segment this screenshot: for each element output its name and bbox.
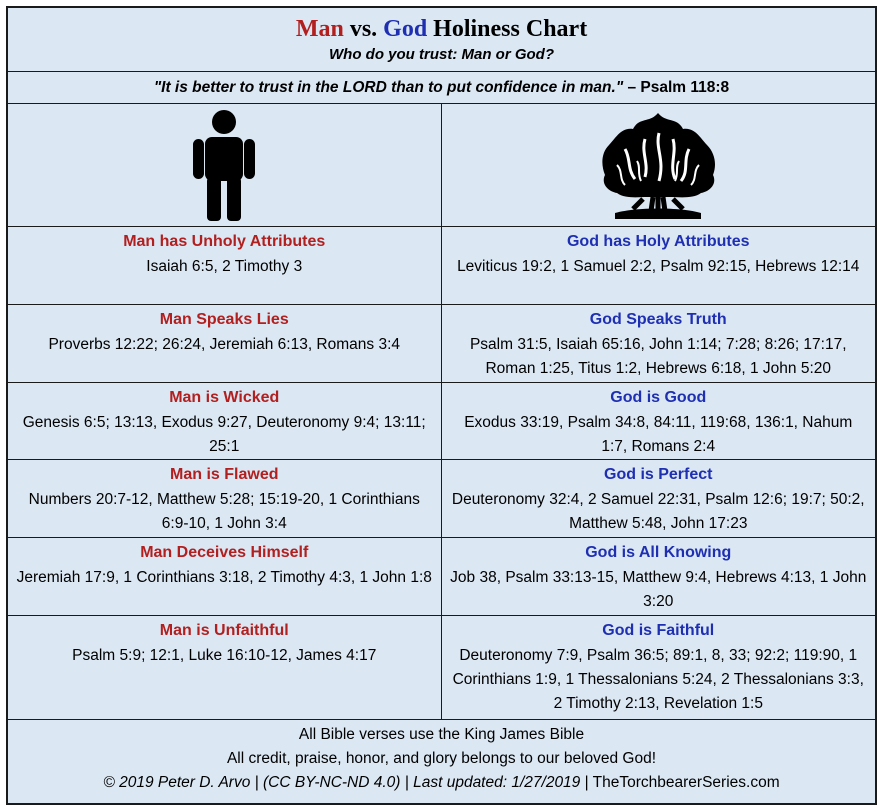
title-god: God bbox=[383, 16, 428, 42]
man-references: Isaiah 6:5, 2 Timothy 3 bbox=[146, 258, 303, 275]
man-references: Proverbs 12:22; 26:24, Jeremiah 6:13, Romans 3:4 bbox=[48, 336, 401, 353]
chart-subtitle: Who do you trust: Man or God? bbox=[329, 46, 554, 63]
attribute-row bbox=[8, 616, 875, 720]
attribute-row bbox=[8, 227, 875, 305]
man-heading: Man is Flawed bbox=[170, 466, 279, 483]
attribute-row bbox=[8, 383, 875, 460]
title-vs: vs. bbox=[343, 16, 384, 42]
god-references: Job 38, Psalm 33:13-15, Matthew 9:4, Hebrews 4:13, 1 John 3:20 bbox=[450, 569, 867, 610]
man-heading: Man has Unholy Attributes bbox=[123, 233, 326, 250]
attribute-row bbox=[8, 538, 875, 616]
man-references: Psalm 5:9; 12:1, Luke 16:10-12, James 4:17 bbox=[72, 647, 377, 664]
attribute-row bbox=[8, 305, 875, 383]
god-references: Psalm 31:5, Isaiah 65:16, John 1:14; 7:28; 8:26; 17:17, Roman 1:25, Titus 1:2, Hebrews 6:18, 1 John 5:20 bbox=[469, 336, 847, 377]
person-icon bbox=[189, 109, 259, 221]
god-references: Deuteronomy 32:4, 2 Samuel 22:31, Psalm 12:6; 19:7; 50:2, Matthew 5:48, John 17:23 bbox=[451, 491, 865, 532]
god-cell bbox=[442, 616, 876, 719]
god-heading: God is Perfect bbox=[604, 466, 713, 483]
footer bbox=[8, 720, 875, 805]
god-heading: God is Faithful bbox=[602, 622, 715, 639]
man-image-cell bbox=[8, 104, 442, 226]
image-row bbox=[8, 104, 875, 227]
man-references: Numbers 20:7-12, Matthew 5:28; 15:19-20, 1 Corinthians 6:9-10, 1 John 3:4 bbox=[28, 491, 420, 532]
man-references: Genesis 6:5; 13:13, Exodus 9:27, Deuteronomy 9:4; 13:11; 25:1 bbox=[22, 414, 426, 455]
god-references: Deuteronomy 7:9, Psalm 36:5; 89:1, 8, 33; 92:2; 119:90, 1 Corinthians 1:9, 1 Thessalonians 5:24, 2 Thessalonians 3:3, 2 Timothy 2:13, Revelation 1:5 bbox=[452, 647, 864, 712]
god-heading: God is All Knowing bbox=[585, 544, 732, 561]
title-rest: Holiness Chart bbox=[427, 16, 588, 42]
man-cell bbox=[8, 227, 442, 304]
quote-reference: – Psalm 118:8 bbox=[623, 79, 730, 96]
footer-kjv-note: All Bible verses use the King James Bible bbox=[298, 726, 585, 743]
footer-site: | TheTorchbearerSeries.com bbox=[580, 774, 780, 791]
burning-bush-icon bbox=[595, 109, 721, 221]
man-heading: Man Deceives Himself bbox=[140, 544, 309, 561]
god-cell bbox=[442, 227, 876, 304]
footer-credit: © 2019 Peter D. Arvo | (CC BY-NC-ND 4.0) | Last updated: 1/27/2019 bbox=[103, 774, 581, 791]
title-man: Man bbox=[295, 16, 344, 42]
chart-title bbox=[8, 14, 875, 44]
god-cell bbox=[442, 305, 876, 382]
quote-text: "It is better to trust in the LORD than to put confidence in man." bbox=[153, 79, 624, 96]
attribute-row bbox=[8, 460, 875, 538]
footer-credit-line bbox=[8, 771, 875, 795]
god-image-cell bbox=[442, 104, 876, 226]
footer-dedication: All credit, praise, honor, and glory belongs to our beloved God! bbox=[226, 750, 657, 767]
holiness-chart bbox=[6, 6, 877, 805]
man-cell bbox=[8, 305, 442, 382]
god-heading: God Speaks Truth bbox=[589, 311, 727, 328]
man-cell bbox=[8, 616, 442, 719]
god-cell bbox=[442, 460, 876, 537]
god-references: Leviticus 19:2, 1 Samuel 2:2, Psalm 92:15, Hebrews 12:14 bbox=[457, 258, 860, 275]
title-block bbox=[8, 8, 875, 72]
god-references: Exodus 33:19, Psalm 34:8, 84:11, 119:68, 136:1, Nahum 1:7, Romans 2:4 bbox=[464, 414, 853, 455]
god-cell bbox=[442, 383, 876, 459]
god-cell bbox=[442, 538, 876, 615]
man-heading: Man is Wicked bbox=[169, 389, 280, 406]
man-references: Jeremiah 17:9, 1 Corinthians 3:18, 2 Timothy 4:3, 1 John 1:8 bbox=[16, 569, 432, 586]
man-cell bbox=[8, 538, 442, 615]
man-cell bbox=[8, 460, 442, 537]
god-heading: God is Good bbox=[610, 389, 707, 406]
man-cell bbox=[8, 383, 442, 459]
man-heading: Man is Unfaithful bbox=[159, 622, 289, 639]
god-heading: God has Holy Attributes bbox=[566, 233, 750, 250]
quote-block bbox=[8, 72, 875, 104]
man-heading: Man Speaks Lies bbox=[159, 311, 289, 328]
